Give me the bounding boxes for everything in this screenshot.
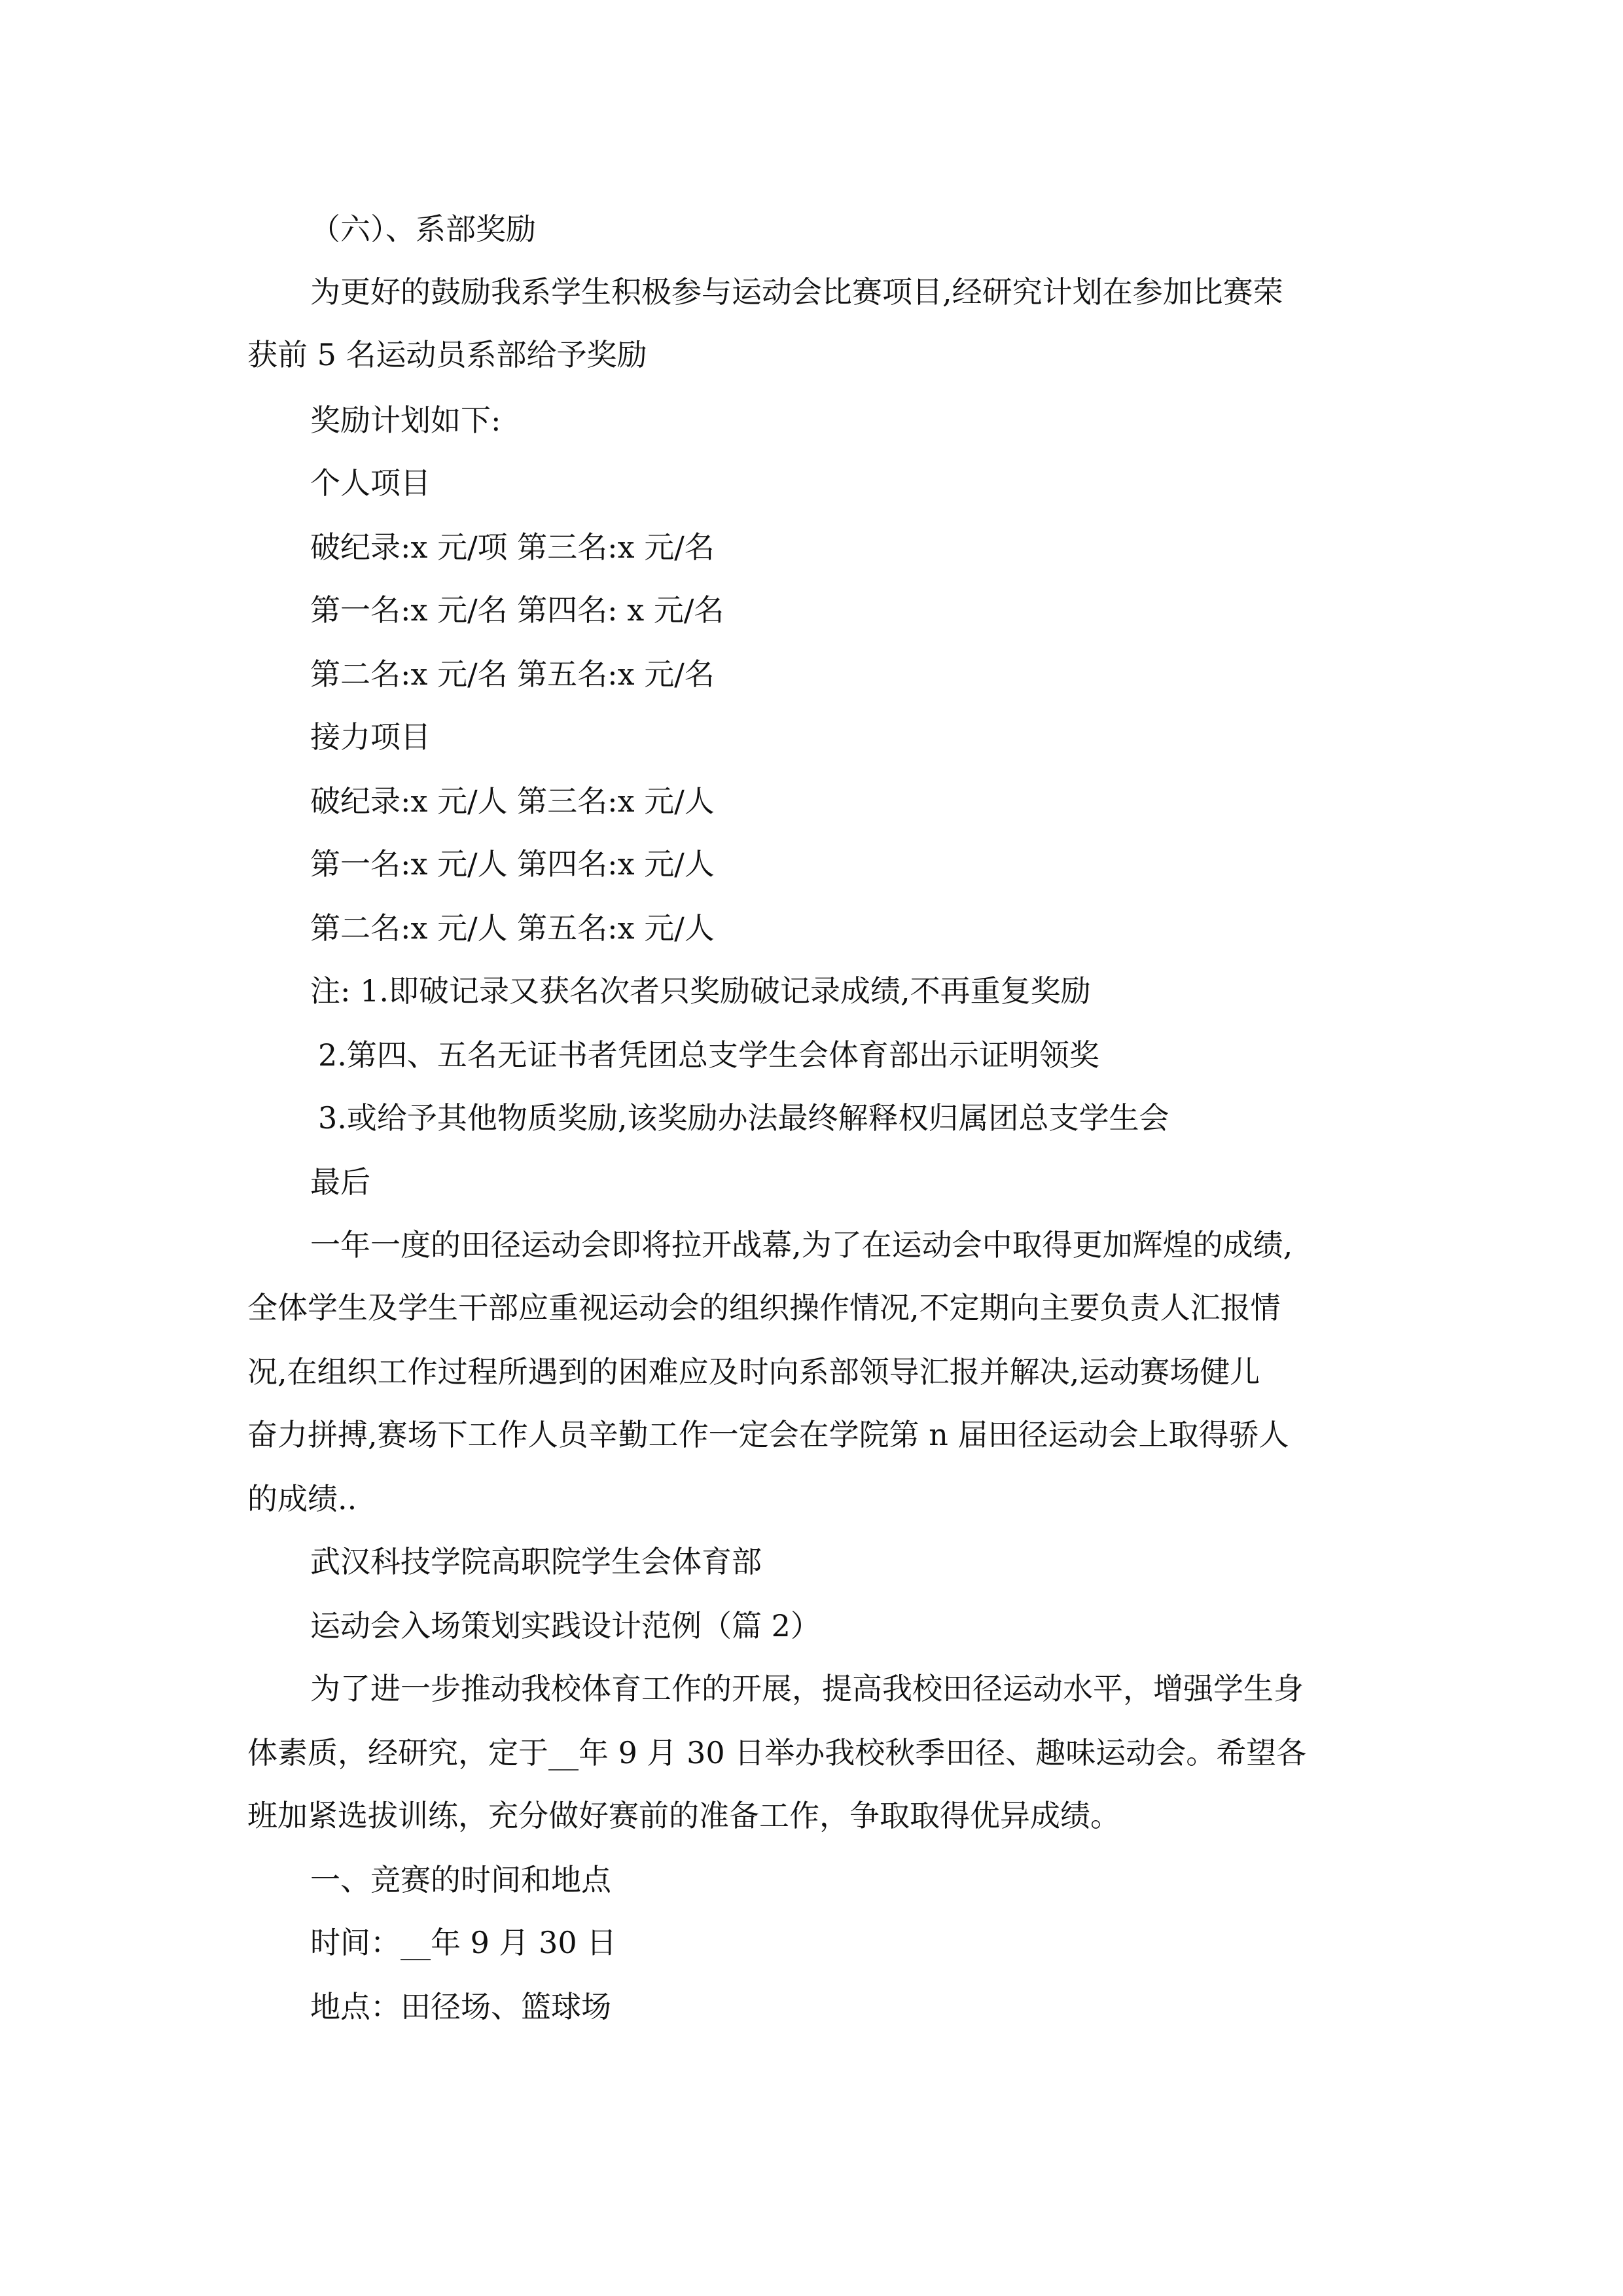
award-row: 第二名:x 元/名 第五名:x 元/名 [310,656,715,692]
section-heading-department-awards: （六）、系部奖励 [310,211,536,247]
signature-line: 武汉科技学院高职院学生会体育部 [310,1544,762,1579]
paragraph-line: 班加紧选拔训练，充分做好赛前的准备工作，争取取得优异成绩。 [247,1798,1120,1833]
paragraph-line: 况,在组织工作过程所遇到的困难应及时向系部领导汇报并解决,运动赛场健儿 [247,1354,1260,1390]
paragraph-line: 为更好的鼓励我系学生积极参与运动会比赛项目,经研究计划在参加比赛荣 [310,274,1283,310]
award-row: 第一名:x 元/人 第四名:x 元/人 [310,846,715,882]
paragraph-line: 获前 5 名运动员系部给予奖励 [247,337,647,372]
paragraph-line: 为了进一步推动我校体育工作的开展，提高我校田径运动水平，增强学生身 [310,1671,1304,1706]
note-line: 注: 1.即破记录又获名次者只奖励破记录成绩,不再重复奖励 [310,973,1091,1009]
paragraph-line: 奋力拼搏,赛场下工作人员辛勤工作一定会在学院第 n 届田径运动会上取得骄人 [247,1417,1289,1452]
place-line: 地点：田径场、篮球场 [310,1989,611,2024]
time-line: 时间：__年 9 月 30 日 [310,1925,617,1960]
example-title: 运动会入场策划实践设计范例（篇 2） [310,1608,821,1643]
award-row: 破纪录:x 元/人 第三名:x 元/人 [310,783,715,819]
paragraph-line: 体素质，经研究，定于__年 9 月 30 日举办我校秋季田径、趣味运动会。希望各 [247,1735,1307,1770]
award-row: 第二名:x 元/人 第五名:x 元/人 [310,910,715,946]
paragraph-line: 的成绩.. [247,1481,357,1516]
individual-events-heading: 个人项目 [310,465,431,501]
award-row: 第一名:x 元/名 第四名: x 元/名 [310,592,724,628]
award-plan-heading: 奖励计划如下: [310,403,501,438]
closing-heading: 最后 [310,1164,370,1200]
section-heading-time-place: 一、竞赛的时间和地点 [310,1862,611,1897]
note-line: 2.第四、五名无证书者凭团总支学生会体育部出示证明领奖 [318,1037,1099,1073]
relay-events-heading: 接力项目 [310,719,431,755]
paragraph-line: 全体学生及学生干部应重视运动会的组织操作情况,不定期向主要负责人汇报情 [247,1290,1281,1325]
paragraph-line: 一年一度的田径运动会即将拉开战幕,为了在运动会中取得更加辉煌的成绩, [310,1227,1293,1263]
award-row: 破纪录:x 元/项 第三名:x 元/名 [310,529,715,565]
note-line: 3.或给予其他物质奖励,该奖励办法最终解释权归属团总支学生会 [318,1100,1169,1136]
